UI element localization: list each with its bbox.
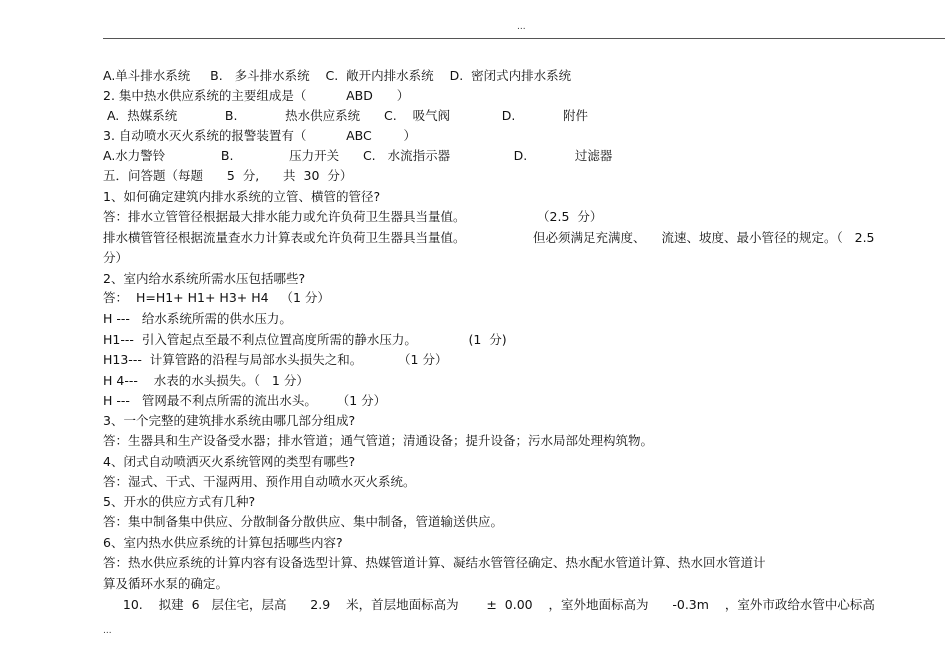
text-line: A.单斗排水系统 B. 多斗排水系统 C. 敞开内排水系统 D. 密闭式内排水系统: [103, 68, 572, 83]
text-line: 2. 集中热水供应系统的主要组成是（ ABD ）: [103, 88, 410, 103]
text-line: 排水横管管径根据流量查水力计算表或允许负荷卫生器具当量值。 但必须满足充满度、 流速、坡度、最小管径的规定。（ 2.5: [103, 230, 875, 245]
text-line: A.水力警铃 B. 压力开关 C. 水流指示器 D. 过滤器: [103, 148, 613, 163]
page-footer-mark: ...: [103, 626, 112, 636]
text-line: 答：排水立管管径根据最大排水能力或允许负荷卫生器具当量值。 （2.5 分）: [103, 209, 603, 224]
text-line: H 4--- 水表的水头损失。（ 1 分）: [103, 373, 309, 388]
text-line: 答：热水供应系统的计算内容有设备选型计算、热媒管道计算、凝结水管管径确定、热水配水管道计算、热水回水管道计: [103, 555, 766, 570]
text-line: A. 热媒系统 B. 热水供应系统 C. 吸气阀 D. 附件: [103, 108, 589, 123]
page-header-mark: ...: [517, 22, 526, 32]
text-line: 五．问答题（每题 5 分, 共 30 分）: [103, 168, 353, 183]
text-line: 3. 自动喷水灭火系统的报警装置有（ ABC ）: [103, 128, 417, 143]
text-line: 4、闭式自动喷洒灭火系统管网的类型有哪些?: [103, 454, 356, 469]
text-line: H1--- 引入管起点至最不利点位置高度所需的静水压力。 (1 分): [103, 332, 507, 347]
text-line: 3、一个完整的建筑排水系统由哪几部分组成?: [103, 413, 356, 428]
text-line: 算及循环水泵的确定。: [103, 576, 229, 591]
text-line: 答： H=H1+ H1+ H3+ H4 （1 分）: [103, 290, 330, 305]
text-line: 答：生器具和生产设备受水器；排水管道；通气管道；清通设备；提升设备；污水局部处理构筑物。: [103, 433, 654, 448]
text-line: 6、室内热水供应系统的计算包括哪些内容?: [103, 535, 343, 550]
text-line: 2、室内给水系统所需水压包括哪些?: [103, 271, 306, 286]
header-rule: [103, 38, 945, 39]
text-line: H --- 给水系统所需的供水压力。: [103, 311, 292, 326]
text-line: 10. 拟建 6 层住宅，层高 2.9 米，首层地面标高为 ± 0.00 ，室外地面标高为 -0.3m ，室外市政给水管中心标高: [103, 597, 875, 612]
text-line: H --- 管网最不利点所需的流出水头。 （1 分）: [103, 393, 387, 408]
text-line: 分）: [103, 250, 129, 265]
text-line: H13--- 计算管路的沿程与局部水头损失之和。 （1 分）: [103, 352, 448, 367]
text-line: 5、开水的供应方式有几种?: [103, 494, 256, 509]
text-line: 1、如何确定建筑内排水系统的立管、横管的管径?: [103, 189, 381, 204]
text-line: 答：集中制备集中供应、分散制备分散供应、集中制备，管道输送供应。: [103, 514, 504, 529]
text-line: 答：湿式、干式、干湿两用、预作用自动喷水灭火系统。: [103, 474, 416, 489]
